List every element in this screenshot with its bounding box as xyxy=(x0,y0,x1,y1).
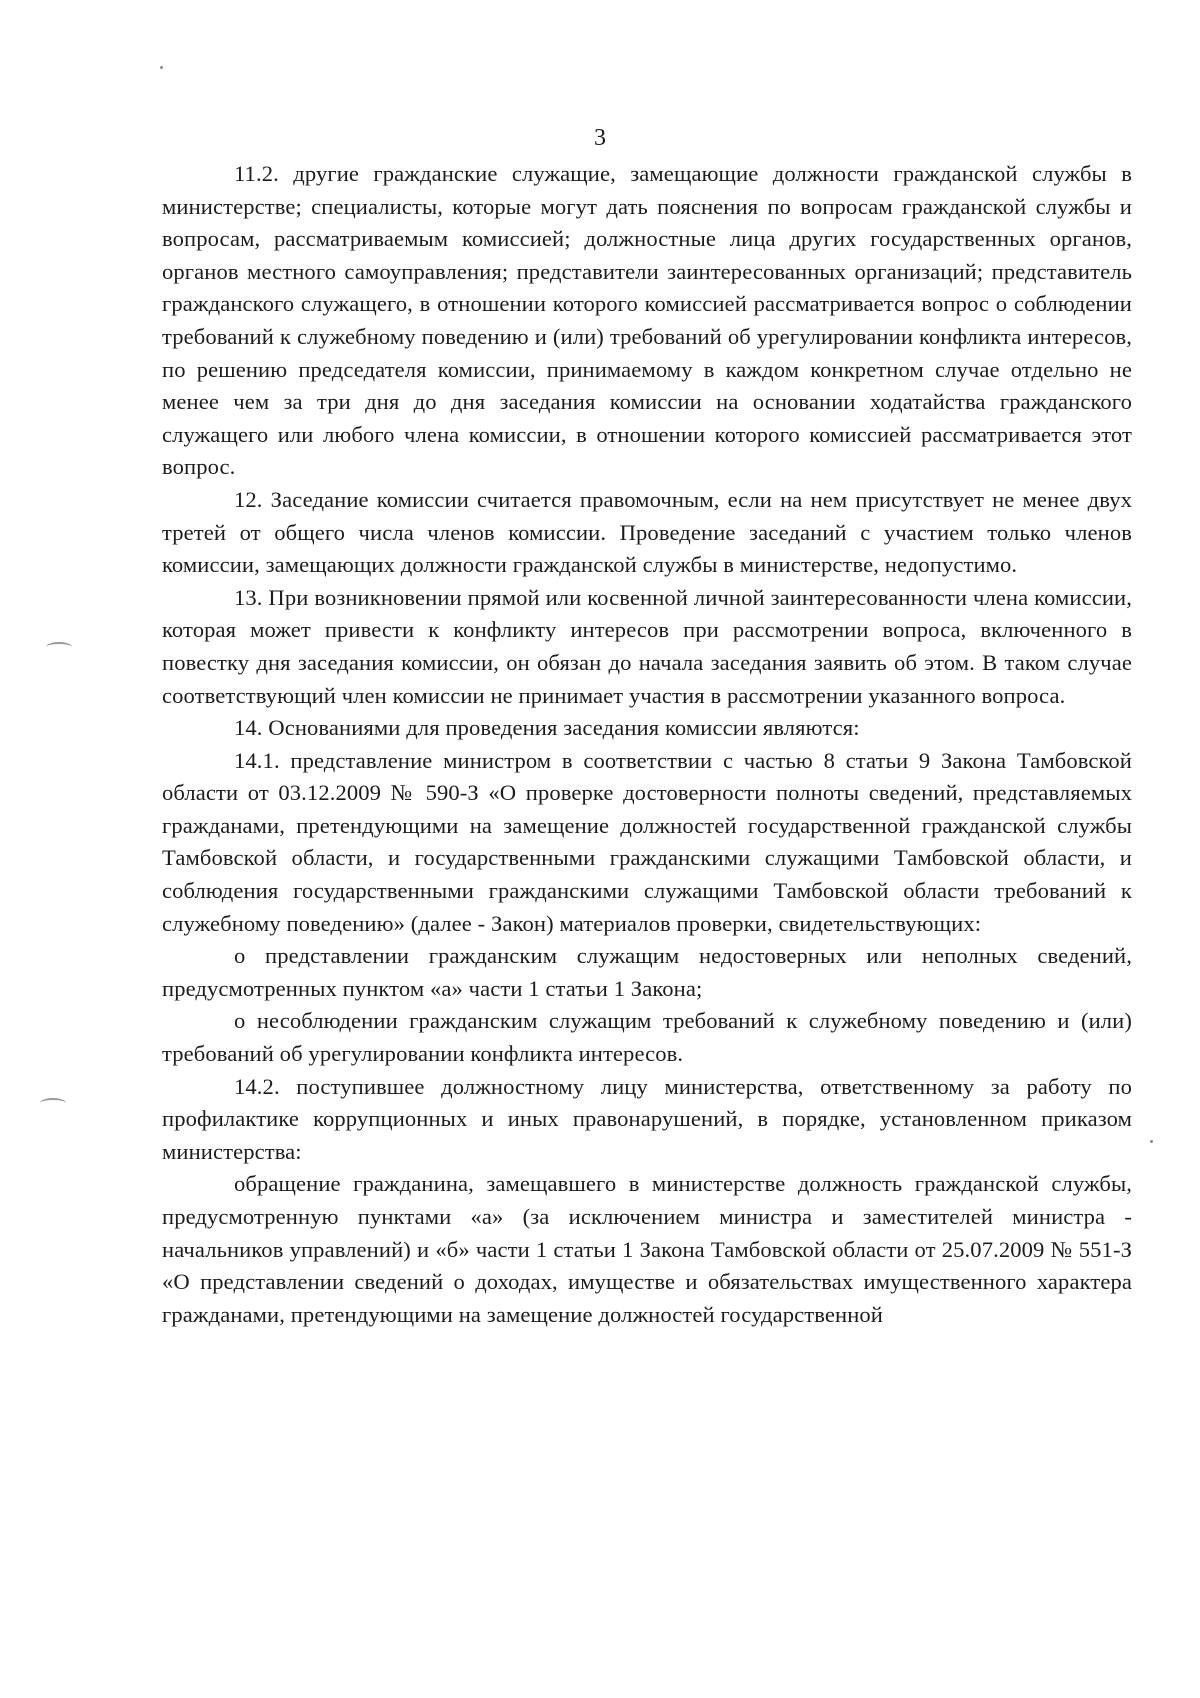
paragraph-14-2-item-a: обращение гражданина, замещавшего в министерстве должность гражданской службы, предусмотренную пунктами «а» (за исключением министра и заместителей министра - начальников управлений) и «б» части 1 статьи 1 Закона Тамбовской области от 25.07.2009 № 551-З «О представлении сведений о доходах, имуществе и обязательствах имущественного характера гражданами, претендующими на замещение должностей государственной xyxy=(162,1171,1132,1327)
paragraph-14: 14. Основаниями для проведения заседания комиссии являются: xyxy=(234,715,860,741)
paragraph-14-2: 14.2. поступившее должностному лицу министерства, ответственному за работу по профилактике коррупционных и иных правонарушений, в порядке, установленном приказом министерства: xyxy=(162,1073,1132,1164)
scan-mark xyxy=(46,642,72,652)
paragraph-14-1-item-a: о представлении гражданским служащим недостоверных или неполных сведений, предусмотренных пунктом «а» части 1 статьи 1 Закона; xyxy=(162,943,1132,1001)
scan-speck xyxy=(160,66,163,69)
scan-speck xyxy=(1150,1140,1153,1143)
paragraph-13: 13. При возникновении прямой или косвенной личной заинтересованности члена комиссии, которая может привести к конфликту интересов при рассмотрении вопроса, включенного в повестку дня заседания комиссии, он обязан до начала заседания заявить об этом. В таком случае соответствующий член комиссии не принимает участия в рассмотрении указанного вопроса. xyxy=(162,584,1132,708)
paragraph-11-2: 11.2. другие гражданские служащие, замещающие должности гражданской службы в министерстве; специалисты, которые могут дать пояснения по вопросам гражданской службы и вопросам, рассматриваемым комиссией; должностные лица других государственных органов, органов местного самоуправления; представители заинтересованных организаций; представитель гражданского служащего, в отношении которого комиссией рассматривается вопрос о соблюдении требований к служебному поведению и (или) требований об урегулировании конфликта интересов, по решению председателя комиссии, принимаемому в каждом конкретном случае отдельно не менее чем за три дня до дня заседания комиссии на основании ходатайства гражданского служащего или любого члена комиссии, в отношении которого комиссией рассматривается этот вопрос. xyxy=(162,161,1132,480)
scan-mark xyxy=(40,1098,66,1108)
page-number: 3 xyxy=(594,125,606,151)
paragraph-14-1-item-b: о несоблюдении гражданским служащим требований к служебному поведению и (или) требований об урегулировании конфликта интересов. xyxy=(162,1008,1132,1067)
document-body xyxy=(162,158,1132,1331)
paragraph-14-1: 14.1. представление министром в соответствии с частью 8 статьи 9 Закона Тамбовской области от 03.12.2009 № 590-З «О проверке достоверности полноты сведений, представляемых гражданами, претендующими на замещение должностей государственной гражданской службы Тамбовской области, и государственными гражданскими служащими Тамбовской области, и соблюдения государственными гражданскими служащими Тамбовской области требований к служебному поведению» (далее - Закон) материалов проверки, свидетельствующих: xyxy=(162,747,1132,936)
paragraph-12: 12. Заседание комиссии считается правомочным, если на нем присутствует не менее двух третей от общего числа членов комиссии. Проведение заседаний с участием только членов комиссии, замещающих должности гражданской службы в министерстве, недопустимо. xyxy=(162,486,1132,578)
